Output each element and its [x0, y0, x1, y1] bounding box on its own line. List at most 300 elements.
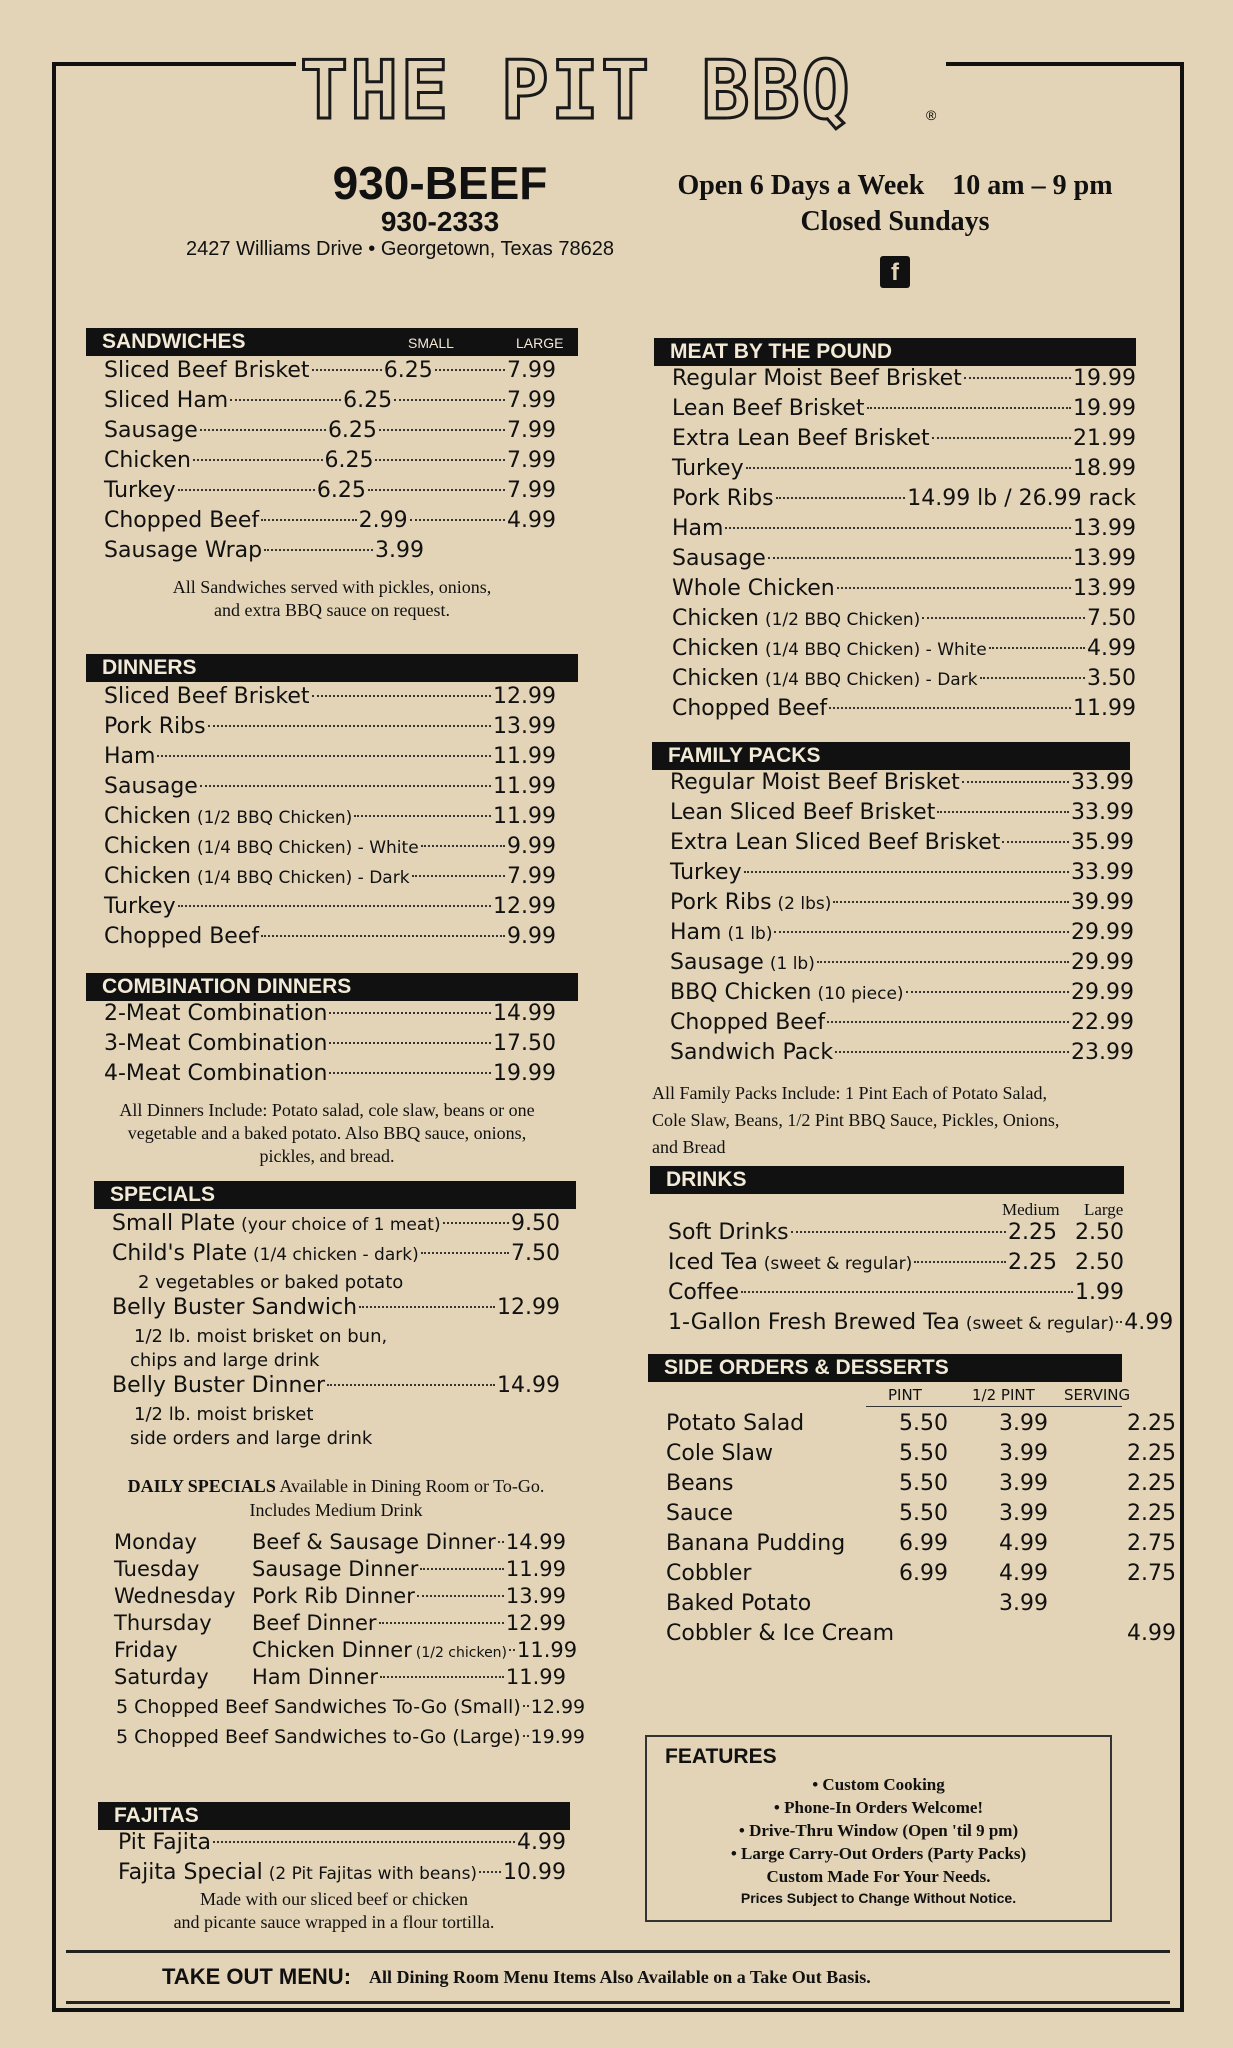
item-name: Turkey: [670, 860, 742, 885]
menu-item: [104, 478, 556, 508]
closed-line: Closed Sundays: [800, 206, 990, 237]
item-price: 2.50: [1075, 1250, 1124, 1275]
sides-col-serving: SERVING: [1064, 1386, 1131, 1404]
item-price: 22.99: [1071, 1010, 1134, 1035]
leader-dots: [867, 407, 1071, 409]
item-name: 5 Chopped Beef Sandwiches To-Go (Small): [116, 1696, 521, 1718]
item-name: Cole Slaw: [666, 1441, 774, 1466]
item-name: BBQ Chicken: [670, 980, 812, 1005]
side-item-row: [666, 1411, 1176, 1441]
leader-dots: [359, 1306, 495, 1308]
serving-price: 2.25: [1127, 1411, 1176, 1436]
daily-specials-section: [96, 1474, 586, 1756]
sides-header: SIDE ORDERS & DESSERTS: [648, 1354, 1122, 1382]
leader-dots: [264, 549, 373, 551]
pint-price: 5.50: [899, 1411, 948, 1436]
combos-section: [86, 973, 578, 1168]
item-name: Sausage: [670, 950, 764, 975]
daily-special-row: [114, 1611, 566, 1638]
item-price: 21.99: [1073, 426, 1136, 451]
leader-dots: [827, 1021, 1069, 1023]
meat-header: MEAT BY THE POUND: [654, 338, 1136, 366]
item-price: 4.99: [1087, 636, 1136, 661]
menu-item: [670, 860, 1134, 890]
menu-item: [104, 1061, 556, 1091]
meat-section: [654, 338, 1136, 726]
serving-price: 2.75: [1127, 1561, 1176, 1586]
leader-dots: [261, 935, 505, 937]
dinners-header: DINNERS: [86, 654, 578, 682]
item-name: Chicken: [104, 804, 191, 829]
item-price: 3.99: [375, 538, 424, 563]
daily-special-row: [114, 1638, 578, 1665]
side-item-row: [666, 1561, 1176, 1591]
item-price: 14.99 lb / 26.99 rack: [907, 486, 1136, 511]
item-name: Ham: [670, 920, 722, 945]
item-name: Beans: [666, 1471, 734, 1496]
item-note: 1/2 lb. moist brisket: [134, 1404, 314, 1425]
menu-item: [104, 924, 556, 954]
item-name: 2-Meat Combination: [104, 1001, 328, 1026]
menu-item: [112, 1211, 560, 1241]
item-name: Sausage Dinner: [252, 1557, 419, 1581]
item-price: 6.25: [327, 418, 377, 443]
leader-dots: [746, 467, 1071, 469]
day: Saturday: [114, 1665, 209, 1689]
feature-item: Custom Made For Your Needs.: [766, 1867, 991, 1886]
item-name: Extra Lean Beef Brisket: [672, 426, 930, 451]
item-price: 11.99: [493, 804, 556, 829]
item-name: Pork Rib Dinner: [252, 1584, 415, 1608]
item-detail: (your choice of 1 meat): [241, 1215, 441, 1235]
item-name: 4-Meat Combination: [104, 1061, 328, 1086]
item-name: Lean Sliced Beef Brisket: [670, 800, 936, 825]
leader-dots: [329, 1042, 491, 1044]
menu-item: [104, 744, 556, 774]
hours-line: Open 6 Days a Week 10 am – 9 pm: [677, 170, 1113, 201]
drinks-section: [650, 1166, 1174, 1340]
item-name: Sandwich Pack: [670, 1040, 834, 1065]
item-name: Regular Moist Beef Brisket: [670, 770, 960, 795]
side-item-row: [666, 1621, 1176, 1651]
pint-price: 6.99: [899, 1531, 948, 1556]
pint-price: 6.99: [899, 1561, 948, 1586]
leader-dots: [261, 519, 356, 521]
menu-item: [112, 1373, 560, 1403]
side-item-row: [666, 1471, 1176, 1501]
facebook-icon[interactable]: f: [880, 256, 910, 288]
menu-item: [112, 1295, 560, 1325]
item-name: Sausage: [672, 546, 766, 571]
item-price: 33.99: [1071, 800, 1134, 825]
item-name: Pork Ribs: [670, 890, 772, 915]
leader-dots: [213, 1841, 515, 1843]
item-name: 3-Meat Combination: [104, 1031, 328, 1056]
leader-dots: [410, 519, 505, 521]
sides-section: [648, 1354, 1176, 1651]
serving-price: 4.99: [1127, 1621, 1176, 1646]
combos-header: COMBINATION DINNERS: [86, 973, 578, 1001]
item-price: 7.99: [507, 864, 556, 889]
leader-dots: [1002, 841, 1069, 843]
item-price: 14.99: [493, 1001, 556, 1026]
item-name: Chicken Dinner: [252, 1638, 412, 1662]
family-header: FAMILY PACKS: [652, 742, 1130, 770]
leader-dots: [421, 845, 505, 847]
dinners-section: [86, 654, 578, 954]
drinks-col-medium: Medium: [1002, 1200, 1060, 1219]
side-item-row: [666, 1591, 1122, 1621]
item-price: 4.99: [1124, 1310, 1174, 1335]
item-name: Baked Potato: [666, 1591, 812, 1616]
fajitas-note: Made with our sliced beef or chicken and picante sauce wrapped in a flour tortilla.: [173, 1889, 495, 1932]
leader-dots: [200, 785, 491, 787]
menu-item: [672, 486, 1136, 516]
item-price: 9.50: [511, 1211, 560, 1236]
sides-col-half: 1/2 PINT: [972, 1386, 1035, 1404]
day: Thursday: [114, 1611, 212, 1635]
item-price: 4.99: [517, 1830, 566, 1855]
menu-item: [118, 1860, 566, 1890]
item-price: 33.99: [1071, 770, 1134, 795]
item-price: 7.50: [1087, 606, 1136, 631]
item-name: Chopped Beef: [104, 924, 260, 949]
item-name: Sausage: [104, 774, 198, 799]
item-name: Iced Tea: [668, 1250, 758, 1275]
item-name: Belly Buster Dinner: [112, 1373, 326, 1398]
leader-dots: [479, 1871, 501, 1873]
leader-dots: [417, 1595, 504, 1597]
item-detail: (sweet & regular): [763, 1254, 913, 1274]
item-price: 2.25: [1008, 1250, 1058, 1275]
leader-dots: [208, 725, 491, 727]
leader-dots: [157, 755, 491, 757]
item-name: Beef Dinner: [252, 1611, 377, 1635]
item-name: Sausage: [104, 418, 198, 443]
item-price: 11.99: [1073, 696, 1136, 721]
menu-item: [104, 418, 556, 448]
item-name: Cobbler & Ice Cream: [666, 1621, 895, 1646]
item-name: Turkey: [104, 478, 176, 503]
item-name: Chopped Beef: [104, 508, 260, 533]
item-detail: (sweet & regular): [965, 1314, 1115, 1334]
item-price: 12.99: [497, 1295, 560, 1320]
item-price: 12.99: [493, 684, 556, 709]
item-name: Sauce: [666, 1501, 734, 1526]
takeout-label: TAKE OUT MENU:: [162, 1964, 352, 1989]
item-note: 1/2 lb. moist brisket on bun,: [134, 1326, 388, 1347]
menu-item: [672, 546, 1136, 576]
pint-price: 5.50: [899, 1501, 948, 1526]
leader-dots: [523, 1705, 529, 1707]
item-price: 29.99: [1071, 980, 1134, 1005]
menu-item: [670, 830, 1134, 860]
item-price: 9.99: [507, 924, 556, 949]
menu-item: [104, 804, 556, 834]
item-name: Pork Ribs: [672, 486, 774, 511]
leader-dots: [914, 1261, 1006, 1263]
menu-item: [112, 1241, 560, 1271]
leader-dots: [774, 931, 1069, 933]
item-price: 12.99: [493, 894, 556, 919]
item-price: 9.99: [507, 834, 556, 859]
item-price: 6.25: [343, 388, 393, 413]
leader-dots: [768, 557, 1071, 559]
address: 2427 Williams Drive • Georgetown, Texas 78628: [186, 238, 614, 260]
item-price: 11.99: [517, 1638, 578, 1662]
leader-dots: [725, 527, 1071, 529]
item-price: 18.99: [1073, 456, 1136, 481]
leader-dots: [989, 647, 1085, 649]
half-pint-price: 4.99: [999, 1561, 1048, 1586]
sandwiches-section: [86, 328, 578, 622]
item-name: Belly Buster Sandwich: [112, 1295, 358, 1320]
item-price: 12.99: [530, 1696, 586, 1718]
item-name: Turkey: [672, 456, 744, 481]
item-name: Sliced Beef Brisket: [104, 684, 310, 709]
half-pint-price: 3.99: [999, 1471, 1048, 1496]
phone-word: 930-BEEF: [332, 157, 548, 209]
item-price: 33.99: [1071, 860, 1134, 885]
menu-item: [104, 894, 556, 924]
menu-item: [104, 448, 556, 478]
item-detail: (1/2 BBQ Chicken): [764, 610, 921, 630]
menu-item: [670, 980, 1134, 1010]
menu-item: [116, 1726, 585, 1756]
pint-price: 5.50: [899, 1471, 948, 1496]
half-pint-price: 3.99: [999, 1591, 1048, 1616]
leader-dots: [375, 459, 505, 461]
item-name: Beef & Sausage Dinner: [252, 1530, 496, 1554]
leader-dots: [776, 497, 906, 499]
leader-dots: [932, 437, 1071, 439]
sandwiches-header: SANDWICHES SMALL LARGE: [86, 328, 578, 356]
menu-item: [668, 1280, 1124, 1310]
menu-item: [672, 666, 1136, 696]
menu-item: [104, 388, 556, 418]
leader-dots: [833, 901, 1069, 903]
item-price: 7.99: [507, 448, 557, 473]
item-price: 19.99: [530, 1726, 585, 1748]
leader-dots: [741, 1291, 1073, 1293]
menu-item: [670, 1040, 1134, 1070]
item-price: 7.50: [511, 1241, 560, 1266]
daily-specials-heading: DAILY SPECIALS Available in Dining Room or To-Go. Includes Medium Drink: [127, 1476, 545, 1520]
item-price: 2.50: [1075, 1220, 1124, 1245]
fajitas-header: FAJITAS: [98, 1802, 570, 1830]
item-price: 6.25: [324, 448, 374, 473]
menu-item: [670, 920, 1134, 950]
leader-dots: [509, 1649, 515, 1651]
daily-special-row: [114, 1530, 566, 1557]
item-detail: (1/4 BBQ Chicken) - Dark: [196, 868, 410, 888]
menu-item: [672, 426, 1136, 456]
half-pint-price: 4.99: [999, 1531, 1048, 1556]
item-name: Ham Dinner: [252, 1665, 378, 1689]
item-detail: (1/4 BBQ Chicken) - Dark: [764, 670, 978, 690]
item-name: Sliced Ham: [104, 388, 229, 413]
daily-special-row: [114, 1584, 566, 1611]
feature-item: • Large Carry-Out Orders (Party Packs): [730, 1844, 1027, 1863]
leader-dots: [829, 707, 1071, 709]
daily-special-row: [114, 1557, 566, 1584]
registered-mark: ®: [926, 107, 937, 123]
item-price: 2.99: [358, 508, 408, 533]
takeout-banner: [66, 1950, 1170, 2004]
menu-item: [672, 696, 1136, 726]
leader-dots: [394, 399, 505, 401]
half-pint-price: 3.99: [999, 1441, 1048, 1466]
item-price: 19.99: [493, 1061, 556, 1086]
daily-special-row: [114, 1665, 566, 1692]
item-price: 13.99: [1073, 546, 1136, 571]
day: Wednesday: [114, 1584, 236, 1608]
item-price: 11.99: [505, 1665, 566, 1689]
item-price: 7.99: [507, 358, 557, 383]
sides-col-pint: PINT: [888, 1386, 922, 1404]
menu-item: [672, 516, 1136, 546]
item-name: Sliced Beef Brisket: [104, 358, 310, 383]
item-price: 29.99: [1071, 920, 1134, 945]
serving-price: 2.25: [1127, 1501, 1176, 1526]
item-detail: (1 lb): [727, 924, 773, 944]
item-price: 13.99: [1073, 576, 1136, 601]
leader-dots: [523, 1735, 529, 1737]
leader-dots: [980, 677, 1085, 679]
item-price: 19.99: [1073, 366, 1136, 391]
leader-dots: [964, 377, 1071, 379]
item-price: 14.99: [497, 1373, 560, 1398]
specials-section: [94, 1181, 576, 1451]
menu-item: [118, 1830, 566, 1860]
leader-dots: [420, 1568, 503, 1570]
leader-dots: [379, 1622, 504, 1624]
item-name: Chicken: [672, 636, 759, 661]
item-detail: (1/2 chicken): [415, 1645, 508, 1661]
menu-item: [672, 366, 1136, 396]
leader-dots: [329, 1012, 491, 1014]
item-price: 3.50: [1087, 666, 1136, 691]
item-price: 1.99: [1075, 1280, 1124, 1305]
logo-text: THE PIT BBQ: [300, 44, 852, 134]
leader-dots: [230, 399, 341, 401]
item-name: Turkey: [104, 894, 176, 919]
menu-item: [670, 770, 1134, 800]
item-name: Coffee: [668, 1280, 740, 1305]
menu-item: [672, 456, 1136, 486]
leader-dots: [962, 781, 1069, 783]
leader-dots: [193, 459, 323, 461]
menu-item: [104, 684, 556, 714]
leader-dots: [379, 429, 505, 431]
item-name: Ham: [672, 516, 724, 541]
leader-dots: [791, 1231, 1006, 1233]
item-price: 7.99: [507, 418, 556, 443]
price-notice: Prices Subject to Change Without Notice.: [740, 1890, 1017, 1906]
item-name: Whole Chicken: [672, 576, 835, 601]
item-name: Small Plate: [112, 1211, 236, 1236]
item-price: 13.99: [505, 1584, 566, 1608]
sandwiches-note: All Sandwiches served with pickles, onions, and extra BBQ sauce on request.: [172, 577, 492, 620]
item-name: Chicken: [672, 606, 759, 631]
menu-item: [104, 1001, 556, 1031]
menu-item: [670, 950, 1134, 980]
features-box: [645, 1735, 1112, 1922]
menu-item: [104, 358, 556, 388]
item-name: 5 Chopped Beef Sandwiches to-Go (Large): [116, 1726, 521, 1748]
item-price: 23.99: [1071, 1040, 1134, 1065]
item-note: side orders and large drink: [130, 1428, 373, 1449]
menu-item: [116, 1696, 586, 1726]
item-detail: (2 Pit Fajitas with beans): [268, 1864, 478, 1884]
feature-item: • Phone-In Orders Welcome!: [773, 1798, 984, 1817]
item-name: Chopped Beef: [672, 696, 828, 721]
leader-dots: [1116, 1321, 1122, 1323]
menu-item: [670, 1010, 1134, 1040]
leader-dots: [380, 1676, 504, 1678]
item-detail: (1/4 BBQ Chicken) - White: [764, 640, 987, 660]
leader-dots: [329, 1072, 491, 1074]
item-name: Soft Drinks: [668, 1220, 789, 1245]
day: Tuesday: [114, 1557, 200, 1581]
features-title: FEATURES: [665, 1745, 777, 1768]
leader-dots: [312, 369, 382, 371]
menu-item: [104, 1031, 556, 1061]
leader-dots: [312, 695, 492, 697]
item-name: Potato Salad: [666, 1411, 805, 1436]
menu-item: [104, 508, 556, 538]
menu-item: [104, 538, 424, 568]
menu-item: [672, 636, 1136, 666]
item-price: 7.99: [507, 478, 557, 503]
item-price: 2.25: [1008, 1220, 1058, 1245]
item-name: Sausage Wrap: [104, 538, 263, 563]
side-item-row: [666, 1531, 1176, 1561]
family-section: [652, 742, 1134, 1161]
menu-item: [668, 1220, 1124, 1250]
menu-item: [104, 714, 556, 744]
menu-item: [672, 606, 1136, 636]
family-note: All Family Packs Include: 1 Pint Each of Potato Salad, Cole Slaw, Beans, 1/2 Pint BBQ Sauce, Pickles, Onions, and Bread: [652, 1083, 1060, 1157]
item-note: chips and large drink: [130, 1350, 320, 1371]
leader-dots: [937, 811, 1069, 813]
serving-price: 2.25: [1127, 1441, 1176, 1466]
leader-dots: [178, 905, 491, 907]
feature-item: • Custom Cooking: [812, 1775, 945, 1794]
drinks-header: DRINKS: [650, 1166, 1124, 1194]
menu-item: [104, 864, 556, 894]
item-price: 4.99: [507, 508, 557, 533]
side-item-row: [666, 1441, 1176, 1471]
item-name: Chicken: [104, 864, 191, 889]
item-name: Banana Pudding: [666, 1531, 846, 1556]
item-price: 10.99: [503, 1860, 566, 1885]
item-name: Chopped Beef: [670, 1010, 826, 1035]
item-price: 17.50: [493, 1031, 556, 1056]
item-detail: (1/4 BBQ Chicken) - White: [196, 838, 419, 858]
item-price: 12.99: [505, 1611, 566, 1635]
half-pint-price: 3.99: [999, 1411, 1048, 1436]
specials-header: SPECIALS: [94, 1181, 576, 1209]
item-price: 14.99: [505, 1530, 566, 1554]
item-price: 11.99: [493, 774, 556, 799]
item-name: 1-Gallon Fresh Brewed Tea: [668, 1310, 960, 1335]
pint-price: 5.50: [899, 1441, 948, 1466]
fajitas-section: [98, 1802, 570, 1934]
combos-note: All Dinners Include: Potato salad, cole slaw, beans or one vegetable and a baked potato. Also BBQ sauce, onions, pickles, and bread.: [119, 1100, 535, 1166]
item-price: 35.99: [1071, 830, 1134, 855]
leader-dots: [435, 369, 505, 371]
